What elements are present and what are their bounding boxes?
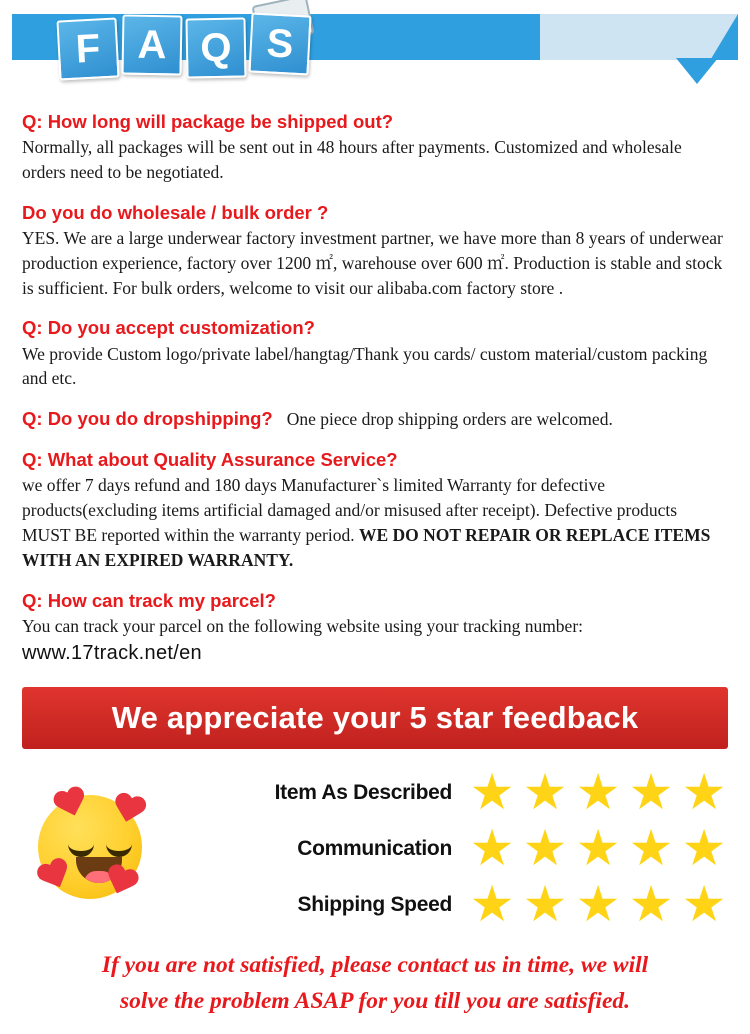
emoji-eye-right — [106, 837, 132, 857]
faq-item-tracking — [22, 589, 728, 665]
star-icon[interactable]: ★ — [575, 818, 621, 877]
footer-note-line-2: solve the problem ASAP for you till you are satisfied. — [119, 988, 631, 1015]
star-icon[interactable]: ★ — [522, 762, 568, 821]
star-icon[interactable]: ★ — [575, 874, 621, 933]
faq-list — [0, 92, 750, 665]
faq-question: Q: How long will package be shipped out? — [22, 111, 394, 132]
faq-question: Q: What about Quality Assurance Service? — [22, 449, 398, 471]
faq-item-wholesale — [22, 201, 728, 301]
faq-answer-emphasis: WE DO NOT REPAIR OR REPLACE ITEMS WITH AN EXPIRED WARRANTY. — [22, 524, 711, 570]
header-light-bar — [540, 14, 738, 60]
rating-row-communication — [158, 818, 728, 877]
smiling-face-with-hearts-icon — [30, 789, 150, 909]
faq-question: Q: Do you accept customization? — [22, 317, 315, 339]
rating-stars — [468, 762, 728, 821]
faq-letter-block: A — [121, 14, 182, 75]
faq-answer-text: we offer 7 days refund and 180 days Manufacturer`s limited Warranty for defective products(excluding items artificial damaged and/or misused after receipt). Defective products MUST BE reported within the warranty period. — [22, 475, 678, 545]
emoji-eye-left — [68, 837, 94, 857]
faq-answer — [22, 473, 728, 572]
faq-header-banner — [0, 0, 750, 92]
rating-row-item-as-described — [158, 762, 728, 821]
rating-label: Item As Described — [274, 780, 452, 804]
footer-note-line-1: If you are not satisfied, please contact us in time, we will — [101, 951, 649, 978]
star-icon[interactable]: ★ — [469, 818, 515, 877]
rating-label: Communication — [297, 836, 452, 860]
faq-answer: You can track your parcel on the following website using your tracking number: — [22, 615, 584, 636]
faq-letter-block: S — [248, 12, 311, 75]
rating-stars — [468, 874, 728, 933]
rating-rows — [158, 762, 728, 933]
faq-item-customization — [22, 316, 728, 391]
star-icon[interactable]: ★ — [681, 818, 727, 877]
footer-contact-note — [0, 947, 750, 1020]
faq-item-quality-assurance — [22, 448, 728, 573]
star-icon[interactable]: ★ — [628, 762, 674, 821]
star-icon[interactable]: ★ — [469, 762, 515, 821]
header-triangle-icon — [676, 58, 718, 84]
faq-question: Q: Do you do dropshipping? — [22, 408, 273, 430]
faq-question: Q: How can track my parcel? — [22, 589, 276, 611]
faq-letter-block: Q — [185, 17, 246, 78]
faq-answer: Normally, all packages will be sent out in 48 hours after payments. Customized and wholesale orders need to be negotiated. — [22, 137, 682, 182]
feedback-banner-text: We appreciate your 5 star feedback — [111, 699, 639, 735]
faq-question: Do you do wholesale / bulk order ? — [22, 201, 329, 223]
faq-letter-block: F — [56, 17, 119, 80]
tracking-website-link[interactable]: www.17track.net/en — [22, 641, 202, 664]
rating-label: Shipping Speed — [297, 892, 452, 916]
faq-item-shipping-time — [22, 110, 728, 185]
ratings-section — [0, 749, 750, 933]
star-icon[interactable]: ★ — [628, 874, 674, 933]
star-icon[interactable]: ★ — [522, 818, 568, 877]
star-icon[interactable]: ★ — [575, 762, 621, 821]
feedback-banner — [22, 687, 728, 749]
star-icon[interactable]: ★ — [522, 874, 568, 933]
faq-title-blocks — [58, 3, 310, 72]
star-icon[interactable]: ★ — [681, 874, 727, 933]
rating-stars — [468, 818, 728, 877]
star-icon[interactable]: ★ — [628, 818, 674, 877]
faq-answer: YES. We are a large underwear factory investment partner, we have more than 8 years of underwear production experience, factory over 1200 ㎡, warehouse over 600 ㎡. Production is stable and stock is sufficient. For bulk orders, welcome to visit our alibaba.com factory store . — [22, 227, 723, 298]
star-icon[interactable]: ★ — [681, 762, 727, 821]
star-icon[interactable]: ★ — [469, 874, 515, 933]
faq-answer: One piece drop shipping orders are welcomed. — [286, 409, 613, 430]
rating-row-shipping-speed — [158, 874, 728, 933]
faq-item-dropshipping — [22, 407, 728, 432]
faq-answer: We provide Custom logo/private label/hangtag/Thank you cards/ custom material/custom packing and etc. — [22, 343, 708, 389]
